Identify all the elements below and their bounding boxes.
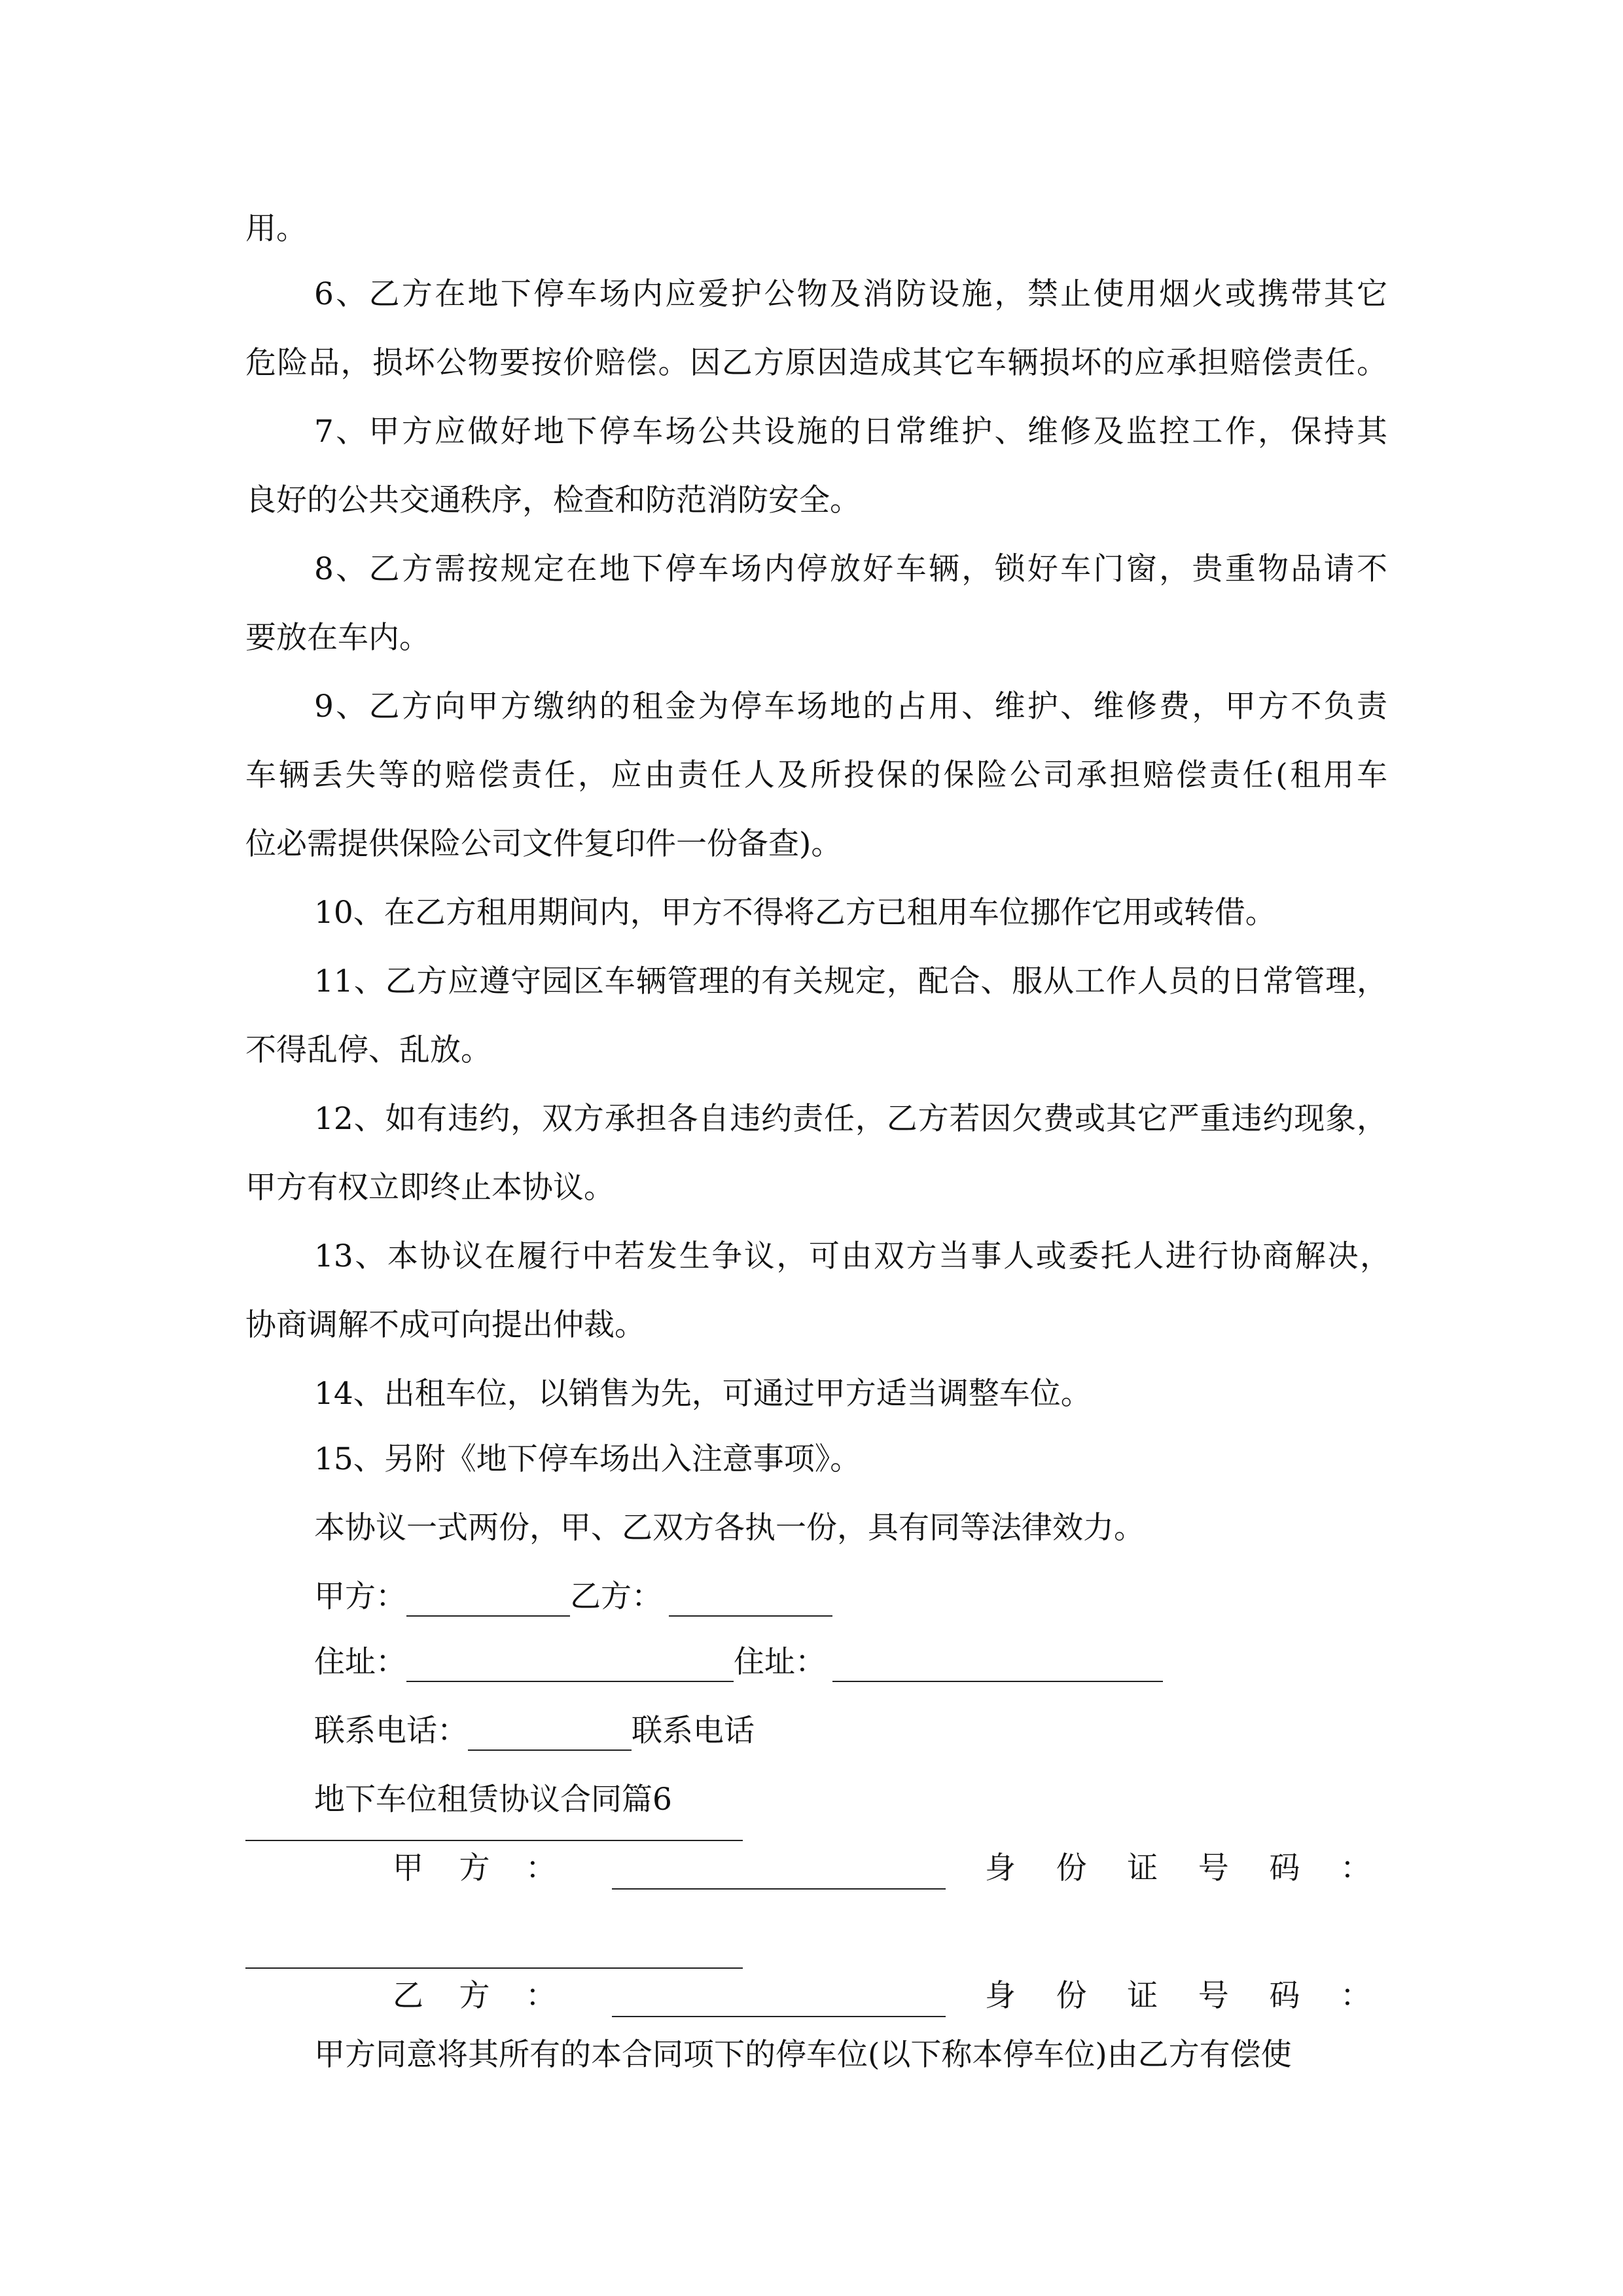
party-a-id-number-blank[interactable]: [245, 1840, 743, 1841]
address-b-blank[interactable]: [832, 1649, 1163, 1682]
address-label-b: 住址：: [734, 1644, 826, 1680]
section-title: 地下车位租赁协议合同篇6: [314, 1782, 672, 1818]
party-a-blank[interactable]: [406, 1584, 570, 1617]
clause-6-line-2: 危险品，损坏公物要按价赔偿。因乙方原因造成其它车辆损坏的应承担赔偿责任。: [245, 345, 1387, 381]
party-a-label: 甲方：: [314, 1579, 406, 1615]
clause-11-line-2: 不得乱停、乱放。: [245, 1032, 491, 1068]
id-label-char: 身: [985, 1850, 1016, 1886]
clause-9-line-3: 位必需提供保险公司文件复印件一份备查)。: [245, 826, 842, 862]
clause-8-line-2: 要放在车内。: [245, 620, 430, 656]
address-a-blank[interactable]: [406, 1649, 734, 1682]
party-b-id-number-blank[interactable]: [245, 1967, 743, 1969]
clause-7-line-2: 良好的公共交通秩序，检查和防范消防安全。: [245, 482, 861, 518]
clause-13-line-2: 协商调解不成可向提出仲裁。: [245, 1307, 645, 1343]
id-label-char: 码: [1269, 1978, 1300, 2014]
id-row-a-name-blank[interactable]: [612, 1888, 946, 1890]
id-row-b-char: 乙: [393, 1978, 423, 2014]
signature-row-phone: [314, 1712, 755, 1751]
phone-label-a: 联系电话：: [314, 1713, 468, 1749]
party-b-blank[interactable]: [669, 1584, 832, 1617]
id-label-char: 份: [1056, 1850, 1087, 1886]
clause-6-line-1: 6、乙方在地下停车场内应爱护公物及消防设施，禁止使用烟火或携带其它: [314, 276, 1387, 312]
id-row-b-char: ：: [526, 1978, 556, 2014]
copies-statement: 本协议一式两份，甲、乙双方各执一份，具有同等法律效力。: [314, 1510, 1145, 1546]
id-row-b-id-label: [985, 1977, 1371, 2016]
clause-11-line-1: 11、乙方应遵守园区车辆管理的有关规定，配合、服从工作人员的日常管理，: [314, 963, 1387, 999]
clause-9-line-1: 9、乙方向甲方缴纳的租金为停车场地的占用、维护、维修费，甲方不负责: [314, 689, 1387, 725]
id-label-char: 号: [1198, 1978, 1229, 2014]
clause-15: 15、另附《地下停车场出入注意事项》。: [314, 1441, 861, 1477]
clause-9-line-2: 车辆丢失等的赔偿责任，应由责任人及所投保的保险公司承担赔偿责任(租用车: [245, 757, 1387, 793]
id-row-a-char: ：: [526, 1850, 556, 1886]
id-label-char: 码: [1269, 1850, 1300, 1886]
id-row-b-label: [393, 1977, 556, 2016]
id-label-char: 号: [1198, 1850, 1229, 1886]
id-label-char: 份: [1056, 1978, 1087, 2014]
id-row-b-char: 方: [459, 1978, 490, 2014]
clause-13-line-1: 13、本协议在履行中若发生争议，可由双方当事人或委托人进行协商解决，: [314, 1238, 1391, 1274]
id-label-char: 证: [1127, 1850, 1158, 1886]
clause-10: 10、在乙方租用期间内，甲方不得将乙方已租用车位挪作它用或转借。: [314, 895, 1276, 931]
signature-row-parties: [314, 1577, 832, 1617]
id-label-char: 证: [1127, 1978, 1158, 2014]
clause-12-line-2: 甲方有权立即终止本协议。: [245, 1170, 615, 1206]
phone-a-blank[interactable]: [468, 1718, 632, 1751]
paragraph-line: 用。: [245, 211, 307, 247]
party-b-label: 乙方：: [570, 1579, 662, 1615]
id-row-a-char: 甲: [393, 1850, 423, 1886]
signature-row-address: [314, 1643, 1163, 1682]
closing-paragraph: 甲方同意将其所有的本合同项下的停车位(以下称本停车位)由乙方有偿使: [314, 2037, 1292, 2073]
address-label-a: 住址：: [314, 1644, 406, 1680]
id-row-b-name-blank[interactable]: [612, 2016, 946, 2017]
clause-14: 14、出租车位，以销售为先，可通过甲方适当调整车位。: [314, 1376, 1092, 1412]
id-label-char: 身: [985, 1978, 1016, 2014]
clause-7-line-1: 7、甲方应做好地下停车场公共设施的日常维护、维修及监控工作，保持其: [314, 414, 1387, 450]
phone-label-b: 联系电话: [632, 1713, 755, 1749]
id-row-a-label: [393, 1849, 556, 1888]
clause-8-line-1: 8、乙方需按规定在地下停车场内停放好车辆，锁好车门窗，贵重物品请不: [314, 551, 1387, 587]
id-label-char: ：: [1340, 1850, 1371, 1886]
id-row-a-id-label: [985, 1849, 1371, 1888]
clause-12-line-1: 12、如有违约，双方承担各自违约责任，乙方若因欠费或其它严重违约现象，: [314, 1101, 1387, 1137]
id-label-char: ：: [1340, 1978, 1371, 2014]
id-row-a-char: 方: [459, 1850, 490, 1886]
